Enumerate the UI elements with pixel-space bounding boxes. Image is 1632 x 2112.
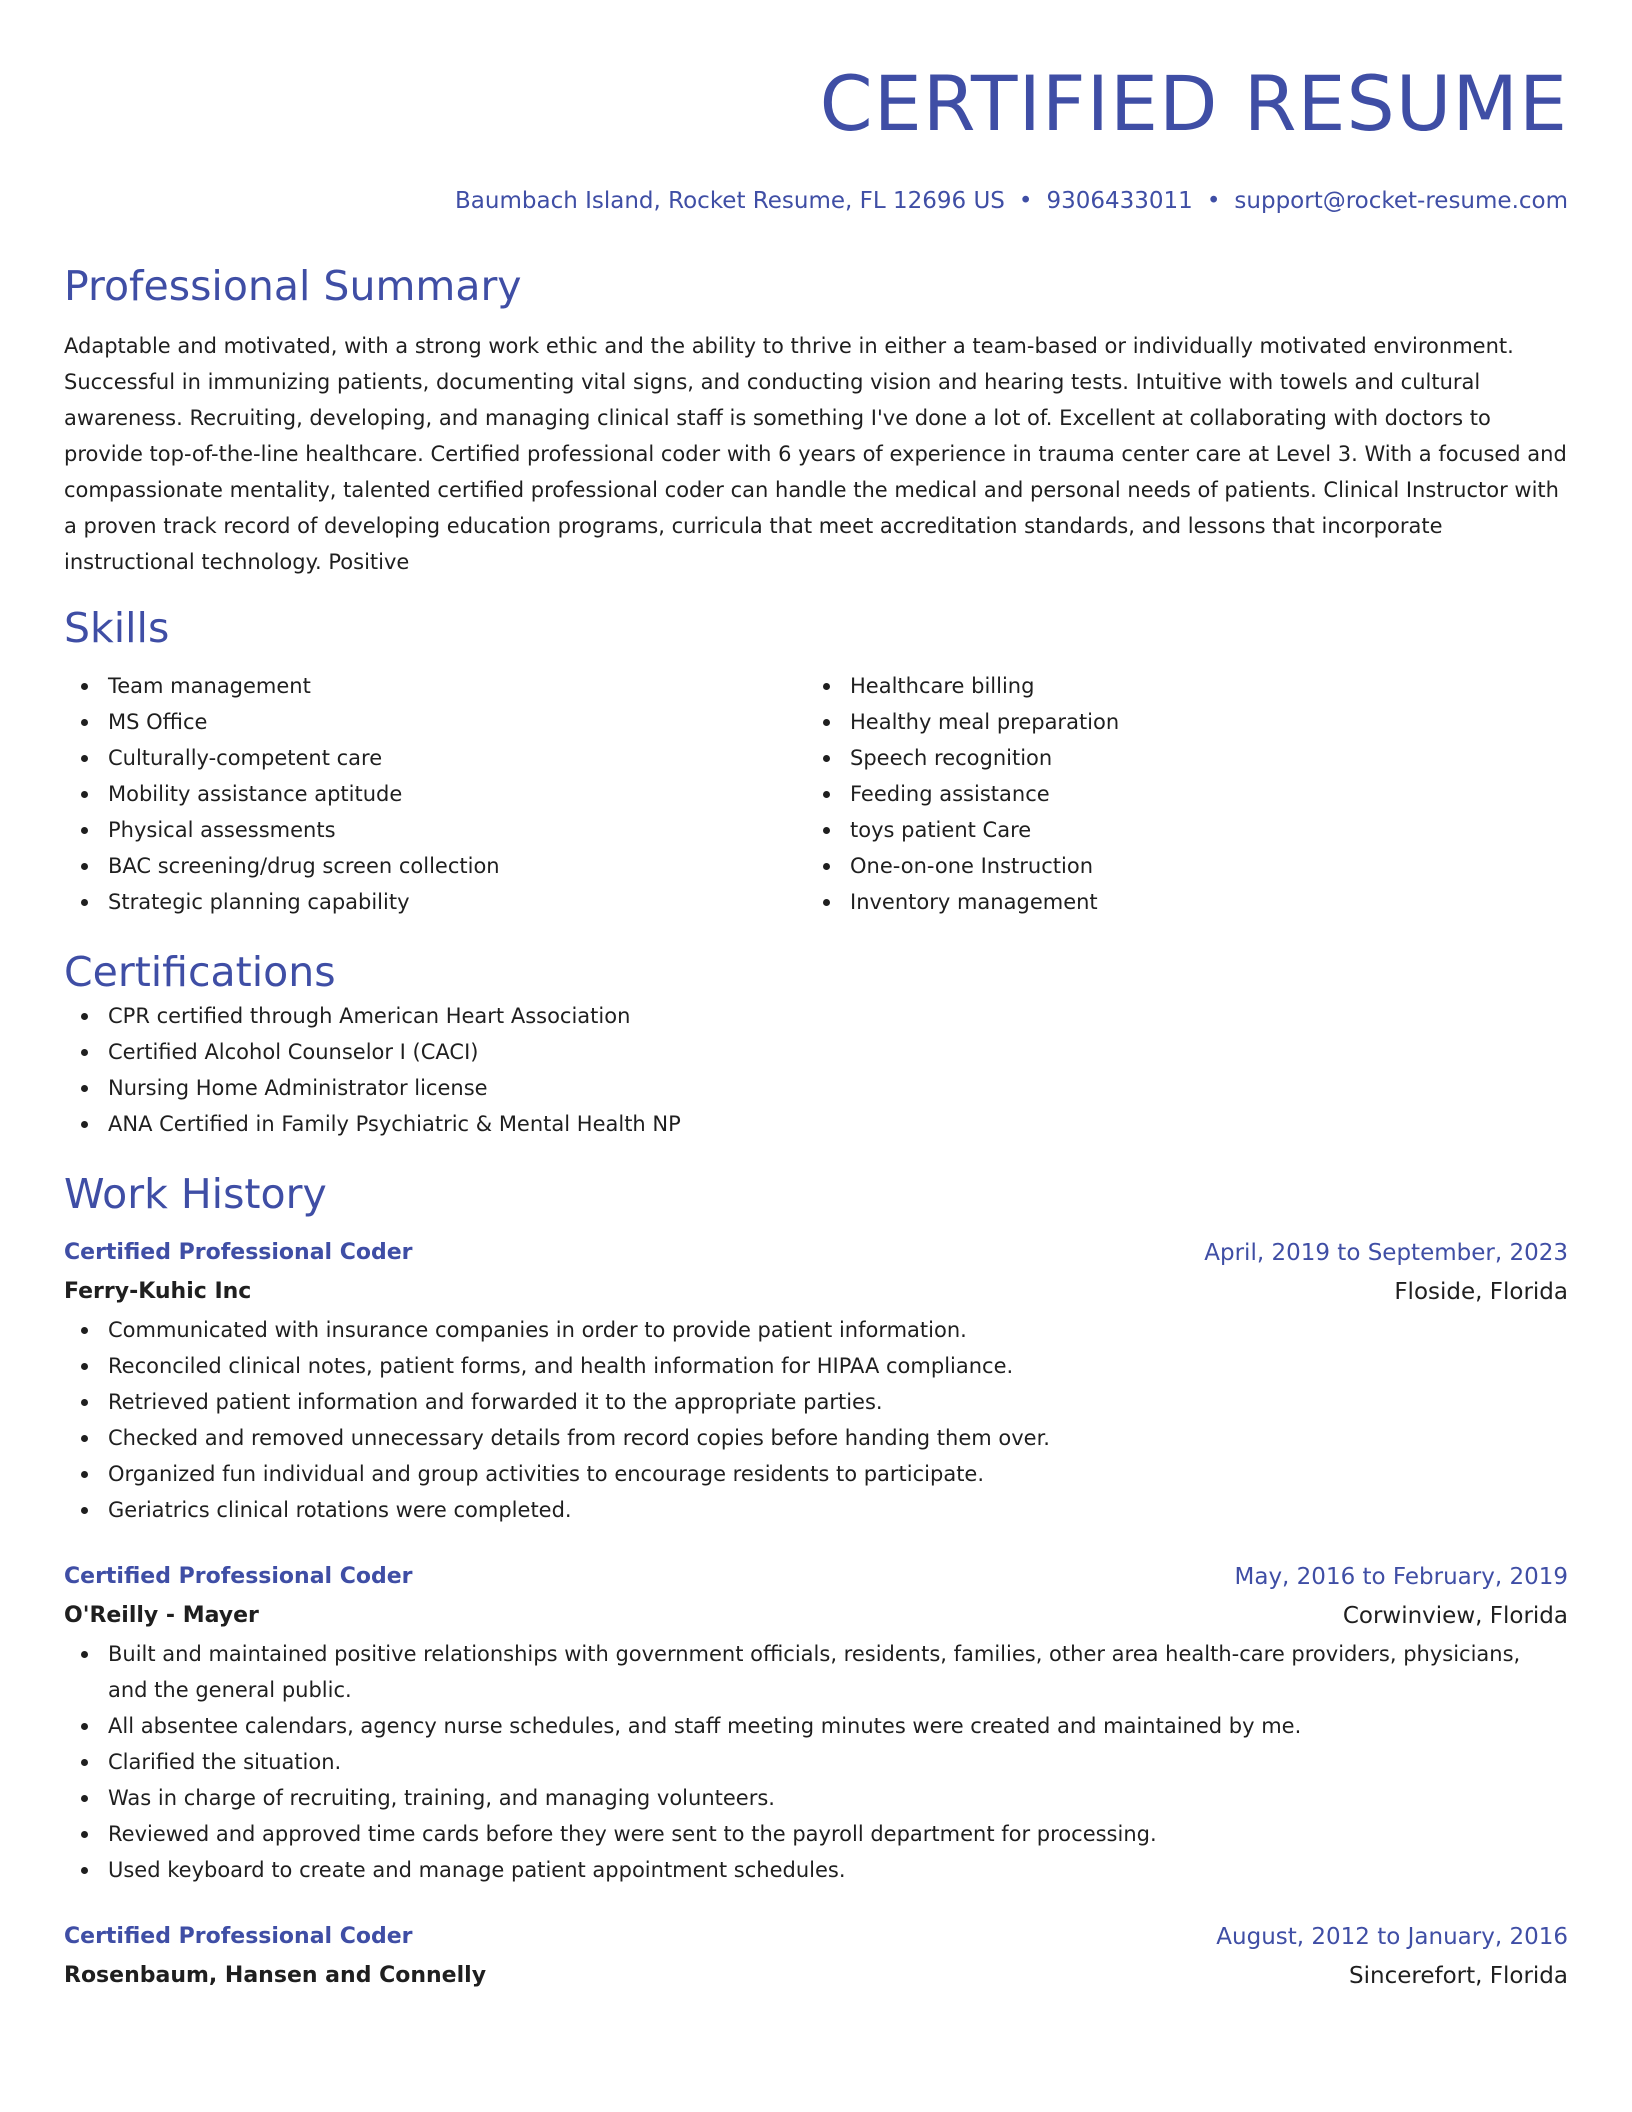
work-history-heading: Work History: [64, 1170, 327, 1218]
skill-item: Feeding assistance: [806, 776, 1548, 812]
contact-separator: •: [1206, 188, 1221, 214]
certifications-list: [64, 998, 1568, 1142]
contact-line: [64, 186, 1568, 216]
job-duties-list: [64, 1636, 1568, 1888]
job-dates: May, 2016 to February, 2019: [1234, 1564, 1568, 1590]
contact-email[interactable]: support@rocket-resume.com: [1234, 188, 1568, 214]
skill-item: Physical assessments: [64, 812, 806, 848]
summary-heading: Professional Summary: [64, 262, 522, 310]
skill-item: Team management: [64, 668, 806, 704]
job-duty: Communicated with insurance companies in order to provide patient information.: [64, 1312, 1568, 1348]
job-duty: Organized fun individual and group activities to encourage residents to participate.: [64, 1456, 1568, 1492]
job-duty: Was in charge of recruiting, training, and managing volunteers.: [64, 1780, 1568, 1816]
skills-heading: Skills: [64, 604, 170, 652]
job-subheader: [64, 1956, 1568, 1996]
job-employer: Rosenbaum, Hansen and Connelly: [64, 1963, 487, 1988]
job-entry: [64, 1234, 1568, 1528]
contact-address: Baumbach Island, Rocket Resume, FL 12696 US: [455, 188, 1005, 214]
job-duty: Clarified the situation.: [64, 1744, 1568, 1780]
certifications-heading: Certifications: [64, 948, 336, 996]
skill-item: One-on-one Instruction: [806, 848, 1548, 884]
job-duty: Geriatrics clinical rotations were completed.: [64, 1492, 1568, 1528]
job-duty: Used keyboard to create and manage patient appointment schedules.: [64, 1852, 1568, 1888]
certification-item: ANA Certified in Family Psychiatric & Mental Health NP: [64, 1106, 1568, 1142]
job-dates: August, 2012 to January, 2016: [1216, 1924, 1568, 1950]
skills-grid: [64, 668, 1568, 920]
contact-phone: 9306433011: [1046, 188, 1193, 214]
job-duties-list: [64, 1312, 1568, 1528]
summary-text: Adaptable and motivated, with a strong work ethic and the ability to thrive in either a team-based or individually motivated environment. Successful in immunizing patients, documenting vital signs, and conducting vision and hearing tests. Intuitive with towels and cultural awareness. Recruiting, developing, and managing clinical staff is something I've done a lot of. Excellent at collaborating with doctors to provide top-of-the-line healthcare. Certified professional coder with 6 years of experience in trauma center care at Level 3. With a focused and compassionate mentality, talented certified professional coder can handle the medical and personal needs of patients. Clinical Instructor with a proven track record of developing education programs, curricula that meet accreditation standards, and lessons that incorporate instructional technology. Positive: [64, 334, 1567, 574]
skill-item: MS Office: [64, 704, 806, 740]
job-employer: Ferry-Kuhic Inc: [64, 1279, 252, 1304]
skills-list-right: [806, 668, 1548, 920]
skill-item: Mobility assistance aptitude: [64, 776, 806, 812]
skill-item: Speech recognition: [806, 740, 1548, 776]
skill-item: Healthy meal preparation: [806, 704, 1548, 740]
job-duty: Retrieved patient information and forwarded it to the appropriate parties.: [64, 1384, 1568, 1420]
skills-list-left: [64, 668, 806, 920]
job-header: [64, 1558, 1568, 1596]
job-duty: Checked and removed unnecessary details from record copies before handing them over.: [64, 1420, 1568, 1456]
work-history-section: [64, 1168, 1568, 1996]
skill-item: Inventory management: [806, 884, 1548, 920]
job-title: Certified Professional Coder: [64, 1564, 413, 1589]
certification-item: Certified Alcohol Counselor I (CACI): [64, 1034, 1568, 1070]
job-entry: [64, 1918, 1568, 1996]
job-duty: Reconciled clinical notes, patient forms, and health information for HIPAA compliance.: [64, 1348, 1568, 1384]
job-duty: Reviewed and approved time cards before they were sent to the payroll department for processing.: [64, 1816, 1568, 1852]
job-entry: [64, 1558, 1568, 1888]
skills-section: [64, 602, 1568, 920]
job-subheader: [64, 1596, 1568, 1636]
job-title: Certified Professional Coder: [64, 1240, 413, 1265]
job-dates: April, 2019 to September, 2023: [1204, 1240, 1568, 1266]
job-subheader: [64, 1272, 1568, 1312]
job-title: Certified Professional Coder: [64, 1924, 413, 1949]
certification-item: Nursing Home Administrator license: [64, 1070, 1568, 1106]
skill-item: Culturally-competent care: [64, 740, 806, 776]
job-duty: All absentee calendars, agency nurse schedules, and staff meeting minutes were created and maintained by me.: [64, 1708, 1568, 1744]
skill-item: BAC screening/drug screen collection: [64, 848, 806, 884]
job-employer: O'Reilly - Mayer: [64, 1603, 259, 1628]
job-location: Sincerefort, Florida: [1349, 1963, 1568, 1989]
skill-item: Strategic planning capability: [64, 884, 806, 920]
job-header: [64, 1234, 1568, 1272]
job-duty: Built and maintained positive relationships with government officials, residents, families, other area health-care providers, physicians, and the general public.: [64, 1636, 1568, 1708]
skill-item: toys patient Care: [806, 812, 1548, 848]
job-header: [64, 1918, 1568, 1956]
summary-section: [64, 260, 1568, 580]
certification-item: CPR certified through American Heart Association: [64, 998, 1568, 1034]
skill-item: Healthcare billing: [806, 668, 1548, 704]
contact-separator: •: [1018, 188, 1033, 214]
certifications-section: [64, 946, 1568, 1142]
job-location: Floside, Florida: [1394, 1279, 1568, 1305]
job-location: Corwinview, Florida: [1342, 1603, 1568, 1629]
resume-name: CERTIFIED RESUME: [819, 59, 1568, 148]
